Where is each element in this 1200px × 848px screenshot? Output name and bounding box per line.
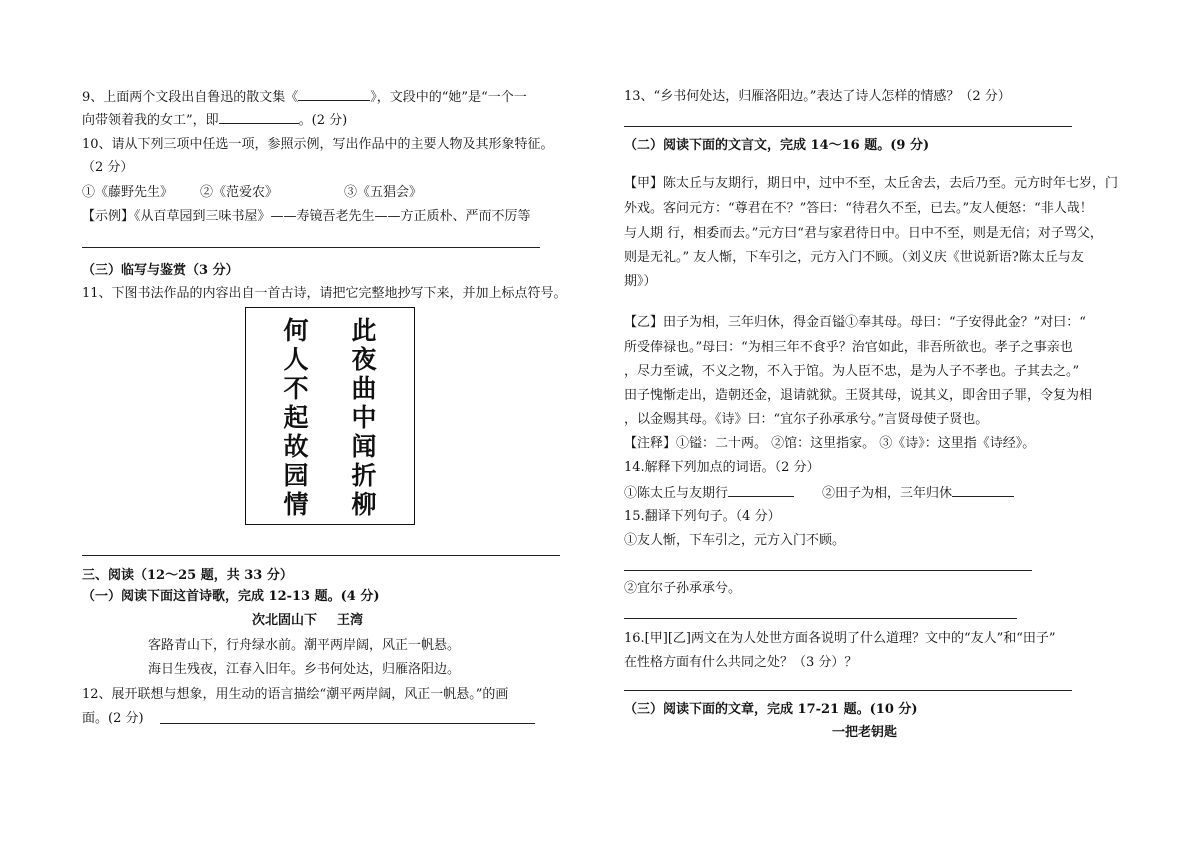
- calligraphy-char: 此: [351, 316, 377, 345]
- passage-yi-line: 田子愧惭走出，造朝还金，退请就狱。王贤其母，说其义，即舍田子罪，令复为相: [624, 388, 1093, 403]
- question-15-item-1: ①友人惭，下车引之，元方入门不顾。: [624, 533, 846, 548]
- passage-jia-line: 与人期 行，相委而去。”元方曰“君与家君待日中。日中不至，则是无信；对子骂父，: [624, 226, 1103, 241]
- passage-yi-line: ，以金赐其母。《诗》曰：“宜尔子孙承承兮。”言贤母使子贤也。: [624, 412, 989, 427]
- question-14-title: 14.解释下列加点的词语。（2 分）: [624, 460, 820, 475]
- answer-blank[interactable]: [952, 484, 1014, 497]
- calligraphy-char: 闻: [351, 432, 377, 461]
- question-10-line-1: 10、请从下列三项中任选一项，参照示例，写出作品中的主要人物及其形象特征。: [82, 137, 554, 152]
- question-16-line-1: 16.[甲][乙]两文在为人处世方面各说明了什么道理？文中的“友人”和“田子”: [624, 631, 1056, 646]
- question-10-points: （2 分）: [82, 160, 134, 175]
- subsection-2-title: （二）阅读下面的文言文，完成 14～16 题。(9 分): [624, 138, 930, 153]
- calligraphy-char: 故: [283, 432, 309, 461]
- answer-line[interactable]: [624, 690, 1072, 691]
- calligraphy-char: 不: [283, 374, 309, 403]
- poem-title: 次北固山下 王湾: [252, 613, 364, 628]
- poem-line-1: 客路青山下，行舟绿水前。潮平两岸阔，风正一帆悬。: [148, 638, 461, 653]
- option-3: ③《五猖会》: [344, 185, 423, 200]
- question-15-title: 15.翻译下列句子。（4 分）: [624, 509, 781, 524]
- answer-line[interactable]: [624, 570, 1032, 571]
- article-title: 一把老钥匙: [832, 725, 898, 740]
- calligraphy-left-column: [276, 316, 316, 519]
- question-11: 11、下图书法作品的内容出自一首古诗，请把它完整地抄写下来，并加上标点符号。: [82, 286, 567, 301]
- question-13: 13、“乡书何处达，归雁洛阳边。”表达了诗人怎样的情感？（2 分）: [624, 89, 1011, 104]
- calligraphy-char: 起: [283, 403, 309, 432]
- answer-line[interactable]: [160, 723, 535, 724]
- calligraphy-char: 夜: [351, 345, 377, 374]
- question-10-options: [82, 184, 602, 202]
- answer-line[interactable]: [624, 126, 1072, 127]
- passage-jia-line: 期》）: [624, 274, 657, 289]
- question-9-line-2: 向带领着我的女工”，即 。(2 分): [82, 113, 348, 128]
- answer-line[interactable]: [624, 618, 1017, 619]
- answer-line[interactable]: [82, 247, 540, 248]
- passage-yi-line: 所受俸禄也。”母曰：“为相三年不食乎？治官如此，非吾所欲也。孝子之事亲也: [624, 340, 1073, 355]
- passage-jia-line: 则是无礼。” 友人惭，下车引之，元方入门不顾。（刘义庆《世说新语?陈太丘与友: [624, 250, 1084, 265]
- poem-author: 王湾: [337, 613, 364, 628]
- calligraphy-char: 情: [283, 490, 309, 519]
- answer-blank[interactable]: [219, 111, 299, 124]
- passage-jia-line: 外戏。客问元方：“尊君在不？”答曰：“待君久不至，已去。”友人便怒：“非人哉！: [624, 201, 1093, 216]
- question-9-line-1: 9、上面两个文段出自鲁迅的散文集《 》，文段中的“她”是“一个一: [82, 90, 527, 105]
- calligraphy-artwork: [245, 307, 415, 525]
- answer-blank[interactable]: [298, 88, 370, 101]
- answer-blank[interactable]: [728, 484, 794, 497]
- option-1: ①《藤野先生》: [82, 185, 174, 200]
- answer-line[interactable]: [82, 555, 560, 556]
- calligraphy-char: 园: [283, 461, 309, 490]
- part-3-title: 三、阅读（12～25 题，共 33 分）: [82, 568, 293, 583]
- passage-yi-line: ，尽力至诚，不义之物，不入于馆。为人臣不忠，是为人子不孝也。子其去之。”: [624, 364, 1080, 379]
- subsection-3-title: （三）阅读下面的文章，完成 17-21 题。(10 分): [624, 702, 918, 717]
- calligraphy-char: 曲: [351, 374, 377, 403]
- calligraphy-char: 柳: [351, 490, 377, 519]
- calligraphy-char: 人: [283, 345, 309, 374]
- question-12-line-1: 12、展开联想与想象，用生动的语言描绘“潮平两岸阔，风正一帆悬。”的画: [82, 687, 509, 702]
- calligraphy-char: 折: [351, 461, 377, 490]
- passage-yi-line: 【乙】田子为相，三年归休，得金百镒①奉其母。母曰：“子安得此金？”对曰：“: [624, 315, 1086, 330]
- passage-jia-line: 【甲】陈太丘与友期行，期日中，过中不至，太丘舍去，去后乃至。元方时年七岁，门: [624, 176, 1119, 191]
- calligraphy-char: 何: [283, 316, 309, 345]
- question-12-line-2: 面。(2 分): [82, 711, 144, 726]
- option-2: ②《范爱农》: [200, 185, 279, 200]
- subsection-1-title: （一）阅读下面这首诗歌，完成 12-13 题。(4 分): [82, 589, 380, 604]
- question-14-items: ①陈太丘与友期行 ②田子为相，三年归休: [624, 484, 1014, 503]
- question-15-item-2: ②宜尔子孙承承兮。: [624, 581, 742, 596]
- poem-line-2: 海日生残夜，江春入旧年。乡书何处达，归雁洛阳边。: [148, 662, 461, 677]
- annotation-note: 【注释】①镒：二十两。 ②馆：这里指家。 ③《诗》：这里指《诗经》。: [624, 436, 1036, 451]
- section-3-title: （三）临写与鉴赏（3 分）: [82, 263, 239, 278]
- question-10-example: 【示例】《从百草园到三味书屋》——寿镜吾老先生——方正质朴、严而不厉等: [82, 209, 531, 224]
- question-16-line-2: 在性格方面有什么共同之处？（3 分）？: [624, 655, 858, 670]
- calligraphy-char: 中: [351, 403, 377, 432]
- calligraphy-right-column: [344, 316, 384, 519]
